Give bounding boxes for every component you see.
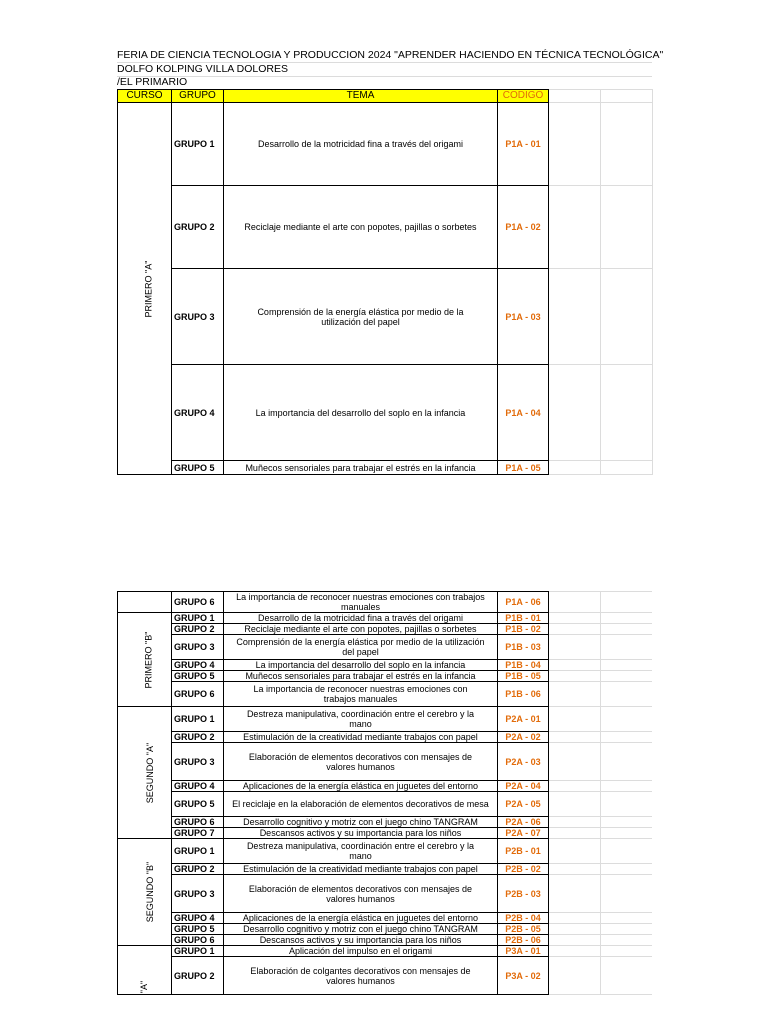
tema-cell: El reciclaje en la elaboración de elementos decorativos de mesa: [224, 792, 498, 817]
empty-cell: [549, 707, 601, 732]
tema-cell: La importancia del desarrollo del soplo en la infancia: [224, 660, 498, 671]
empty-cell: [549, 671, 601, 682]
grupo-cell: GRUPO 3: [172, 743, 224, 781]
table-row: [118, 461, 653, 475]
header-school: DOLFO KOLPING VILLA DOLORES: [117, 63, 652, 77]
grupo-cell: GRUPO 2: [172, 864, 224, 875]
codigo-cell: P1A - 04: [498, 365, 549, 461]
table-row: [118, 186, 653, 269]
empty-cell: [549, 682, 601, 707]
curso-label: PRIMERO "A": [143, 260, 154, 317]
grupo-cell: GRUPO 3: [172, 875, 224, 913]
tema-cell: Estimulación de la creatividad mediante trabajos con papel: [224, 864, 498, 875]
grupo-cell: GRUPO 1: [172, 613, 224, 624]
curso-cell: [118, 613, 172, 707]
codigo-cell: P1B - 01: [498, 613, 549, 624]
empty-cell: [601, 913, 653, 924]
tema-cell: La importancia del desarrollo del soplo en la infancia: [224, 365, 498, 461]
empty-cell: [549, 743, 601, 781]
empty-cell: [549, 817, 601, 828]
empty-cell: [601, 839, 653, 864]
empty-cell: [549, 864, 601, 875]
grupo-cell: GRUPO 1: [172, 707, 224, 732]
empty-cell: [601, 624, 653, 635]
empty-cell: [549, 592, 601, 613]
table-row: [118, 913, 653, 924]
empty-cell: [601, 269, 653, 365]
grupo-cell: GRUPO 5: [172, 792, 224, 817]
empty-cell: [601, 671, 653, 682]
grupo-cell: GRUPO 2: [172, 732, 224, 743]
tema-cell: Muñecos sensoriales para trabajar el estrés en la infancia: [224, 671, 498, 682]
codigo-cell: P1B - 02: [498, 624, 549, 635]
empty-cell: [601, 613, 653, 624]
curso-label: SEGUNDO "B": [145, 861, 156, 923]
empty-cell: [601, 707, 653, 732]
codigo-cell: P2A - 05: [498, 792, 549, 817]
curso-cell: [118, 103, 172, 475]
empty-cell: [601, 660, 653, 671]
table-row: [118, 864, 653, 875]
tema-cell: Desarrollo cognitivo y motriz con el juego chino TANGRAM: [224, 924, 498, 935]
tema-cell: Reciclaje mediante el arte con popotes, pajillas o sorbetes: [224, 186, 498, 269]
empty-cell: [549, 269, 601, 365]
codigo-cell: P2B - 06: [498, 935, 549, 946]
grupo-cell: GRUPO 7: [172, 828, 224, 839]
table-row: [118, 682, 653, 707]
tema-cell: Descansos activos y su importancia para los niños: [224, 828, 498, 839]
codigo-cell: P1A - 06: [498, 592, 549, 613]
tema-cell: Elaboración de colgantes decorativos con mensajes de valores humanos: [224, 957, 498, 995]
empty-cell: [601, 864, 653, 875]
grupo-cell: GRUPO 6: [172, 817, 224, 828]
column-header-tema: TEMA: [224, 90, 498, 103]
tema-cell: Elaboración de elementos decorativos con mensajes de valores humanos: [224, 743, 498, 781]
table-row: [118, 613, 653, 624]
sheet-page-2: [117, 591, 652, 1024]
empty-cell: [549, 875, 601, 913]
table-row: [118, 781, 653, 792]
tema-cell: Aplicación del impulso en el origami: [224, 946, 498, 957]
grupo-cell: GRUPO 4: [172, 365, 224, 461]
empty-cell: [549, 957, 601, 995]
codigo-cell: P1B - 03: [498, 635, 549, 660]
codigo-cell: P1A - 02: [498, 186, 549, 269]
tema-cell: Descansos activos y su importancia para los niños: [224, 935, 498, 946]
tema-cell: Aplicaciones de la energía elástica en juguetes del entorno: [224, 913, 498, 924]
column-header-grupo: GRUPO: [172, 90, 224, 103]
empty-cell: [601, 792, 653, 817]
table-row: [118, 592, 653, 613]
codigo-cell: P2A - 01: [498, 707, 549, 732]
table-row: [118, 839, 653, 864]
empty-cell: [549, 660, 601, 671]
tema-cell: La importancia de reconocer nuestras emociones con trabajos manuales: [224, 592, 498, 613]
empty-cell: [549, 935, 601, 946]
column-header-codigo: CODIGO: [498, 90, 549, 103]
empty-cell: [601, 946, 653, 957]
grupo-cell: GRUPO 1: [172, 839, 224, 864]
table-row: [118, 660, 653, 671]
tema-cell: Aplicaciones de la energía elástica en juguetes del entorno: [224, 781, 498, 792]
codigo-cell: P1A - 05: [498, 461, 549, 475]
grupo-cell: GRUPO 6: [172, 682, 224, 707]
tema-cell: Desarrollo de la motricidad fina a través del origami: [224, 103, 498, 186]
table-row: [118, 269, 653, 365]
curso-label: "A": [139, 980, 150, 994]
curso-label: PRIMERO "B": [143, 631, 154, 688]
table-row: [118, 935, 653, 946]
curso-cell: [118, 839, 172, 946]
grupo-cell: GRUPO 5: [172, 924, 224, 935]
empty-cell: [601, 957, 653, 995]
tema-cell: Comprensión de la energía elástica por medio de la utilización del papel: [224, 635, 498, 660]
curso-label: SEGUNDO "A": [145, 742, 156, 803]
table-row: [118, 743, 653, 781]
header-level: /EL PRIMARIO: [117, 76, 652, 90]
codigo-cell: P2B - 01: [498, 839, 549, 864]
empty-cell: [549, 781, 601, 792]
grupo-cell: GRUPO 3: [172, 635, 224, 660]
codigo-cell: P1B - 05: [498, 671, 549, 682]
table-row: [118, 946, 653, 957]
empty-cell: [549, 924, 601, 935]
column-header-curso: CURSO: [118, 90, 172, 103]
codigo-cell: P3A - 01: [498, 946, 549, 957]
table-header-row: [118, 90, 653, 103]
table-row: [118, 924, 653, 935]
codigo-cell: P2A - 02: [498, 732, 549, 743]
codigo-cell: P2A - 04: [498, 781, 549, 792]
empty-cell: [549, 792, 601, 817]
table-row: [118, 828, 653, 839]
tema-cell: La importancia de reconocer nuestras emociones con trabajos manuales: [224, 682, 498, 707]
table-row: [118, 792, 653, 817]
grupo-cell: GRUPO 2: [172, 624, 224, 635]
empty-cell: [601, 732, 653, 743]
codigo-cell: P2A - 03: [498, 743, 549, 781]
header-title: FERIA DE CIENCIA TECNOLOGIA Y PRODUCCION 2024 "APRENDER HACIENDO EN TÉCNICA TECNOLÓGICA": [117, 49, 664, 61]
empty-cell: [601, 743, 653, 781]
empty-cell: [601, 103, 653, 186]
empty-cell: [601, 828, 653, 839]
table-row: [118, 732, 653, 743]
tema-cell: Comprensión de la energía elástica por medio de la utilización del papel: [224, 269, 498, 365]
empty-cell: [549, 839, 601, 864]
grupo-cell: GRUPO 2: [172, 186, 224, 269]
codigo-cell: P1B - 04: [498, 660, 549, 671]
codigo-cell: P1B - 06: [498, 682, 549, 707]
empty-cell: [601, 461, 653, 475]
empty-cell: [601, 90, 653, 103]
tema-cell: Desarrollo cognitivo y motriz con el juego chino TANGRAM: [224, 817, 498, 828]
tema-cell: Destreza manipulativa, coordinación entre el cerebro y la mano: [224, 707, 498, 732]
empty-cell: [549, 624, 601, 635]
codigo-cell: P1A - 01: [498, 103, 549, 186]
empty-cell: [601, 935, 653, 946]
empty-cell: [549, 186, 601, 269]
grupo-cell: GRUPO 4: [172, 781, 224, 792]
codigo-cell: P1A - 03: [498, 269, 549, 365]
grupo-cell: GRUPO 5: [172, 461, 224, 475]
empty-cell: [601, 924, 653, 935]
schedule-table-page-1: [117, 89, 653, 475]
grupo-cell: GRUPO 4: [172, 660, 224, 671]
empty-cell: [549, 613, 601, 624]
table-row: [118, 671, 653, 682]
table-row: [118, 624, 653, 635]
codigo-cell: P2B - 05: [498, 924, 549, 935]
empty-cell: [601, 817, 653, 828]
grupo-cell: GRUPO 5: [172, 671, 224, 682]
table-row: [118, 635, 653, 660]
tema-cell: Desarrollo de la motricidad fina a través del origami: [224, 613, 498, 624]
empty-cell: [601, 682, 653, 707]
tema-cell: Elaboración de elementos decorativos con mensajes de valores humanos: [224, 875, 498, 913]
grupo-cell: GRUPO 4: [172, 913, 224, 924]
codigo-cell: P2A - 06: [498, 817, 549, 828]
empty-cell: [549, 365, 601, 461]
empty-cell: [601, 781, 653, 792]
empty-cell: [549, 732, 601, 743]
table-row: [118, 957, 653, 995]
grupo-cell: GRUPO 1: [172, 103, 224, 186]
tema-cell: Reciclaje mediante el arte con popotes, pajillas o sorbetes: [224, 624, 498, 635]
empty-cell: [601, 186, 653, 269]
curso-cell: [118, 946, 172, 995]
codigo-cell: P2B - 03: [498, 875, 549, 913]
schedule-table-page-2: [117, 591, 652, 995]
tema-cell: Destreza manipulativa, coordinación entre el cerebro y la mano: [224, 839, 498, 864]
table-row: [118, 103, 653, 186]
grupo-cell: GRUPO 2: [172, 957, 224, 995]
table-row: [118, 817, 653, 828]
curso-cell: [118, 592, 172, 613]
empty-cell: [549, 828, 601, 839]
table-row: [118, 875, 653, 913]
empty-cell: [601, 365, 653, 461]
table-row: [118, 365, 653, 461]
codigo-cell: P2B - 02: [498, 864, 549, 875]
empty-cell: [549, 913, 601, 924]
codigo-cell: P2A - 07: [498, 828, 549, 839]
empty-cell: [549, 635, 601, 660]
grupo-cell: GRUPO 3: [172, 269, 224, 365]
tema-cell: Muñecos sensoriales para trabajar el estrés en la infancia: [224, 461, 498, 475]
empty-cell: [549, 90, 601, 103]
curso-cell: [118, 707, 172, 839]
table-row: [118, 707, 653, 732]
grupo-cell: GRUPO 6: [172, 592, 224, 613]
empty-cell: [549, 103, 601, 186]
empty-cell: [601, 875, 653, 913]
tema-cell: Estimulación de la creatividad mediante trabajos con papel: [224, 732, 498, 743]
sheet-page-1: [117, 47, 664, 477]
empty-cell: [601, 635, 653, 660]
grupo-cell: GRUPO 6: [172, 935, 224, 946]
empty-cell: [549, 946, 601, 957]
empty-cell: [549, 461, 601, 475]
codigo-cell: P2B - 04: [498, 913, 549, 924]
grupo-cell: GRUPO 1: [172, 946, 224, 957]
codigo-cell: P3A - 02: [498, 957, 549, 995]
empty-cell: [601, 592, 653, 613]
